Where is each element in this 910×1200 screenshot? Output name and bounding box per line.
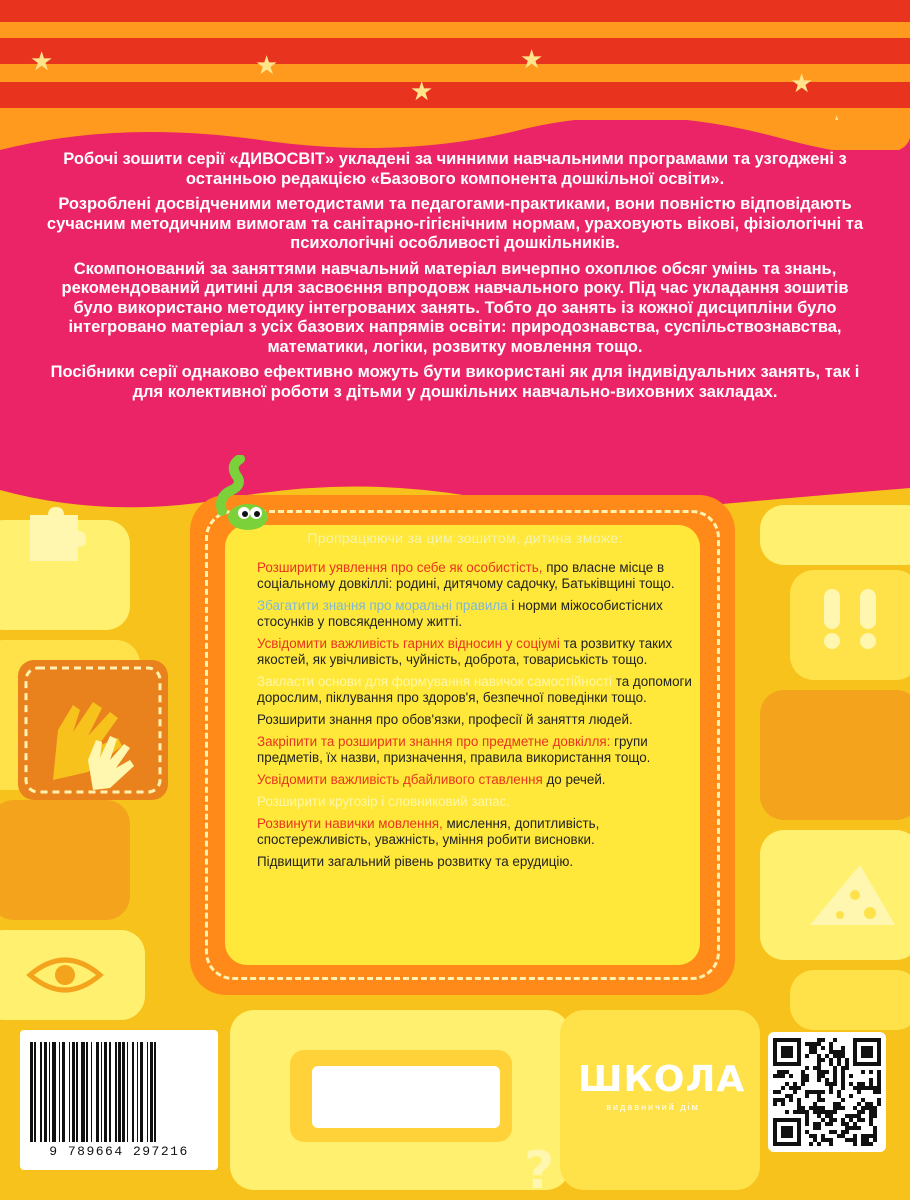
- puzzle-icon: [20, 505, 90, 570]
- price-label: [312, 1066, 500, 1128]
- skill-item: Розширити знання про обов'язки, професії й заняття людей.: [257, 712, 633, 727]
- star-icon: ★: [410, 76, 434, 106]
- snake-icon: [200, 455, 270, 535]
- skill-item: Підвищити загальний рівень розвитку та ерудицію.: [257, 854, 574, 869]
- skill-item: Усвідомити важливість гарних відносин у соціумі та розвитку таких якостей, як увічливість, чуйність, доброта, товариськість тощо.: [257, 636, 673, 667]
- svg-text:?: ?: [524, 1141, 555, 1196]
- tile: [790, 970, 910, 1030]
- star-icon: ★: [255, 50, 279, 80]
- star-icon: ★: [520, 44, 544, 74]
- series-description: [40, 150, 870, 408]
- skill-item: Закріпити та розширити знання про предметне довкілля: групи предметів, їх назви, призначення, правила використання тощо.: [257, 734, 651, 765]
- tile: [760, 505, 910, 565]
- skill-item: Розширити кругозір і словниковий запас.: [257, 794, 511, 809]
- publisher-name: ШКОЛА: [578, 1059, 746, 1100]
- star-icon: ★: [30, 46, 54, 76]
- isbn-number: 9 789664 297216: [49, 1144, 189, 1159]
- barcode-bars: [30, 1042, 208, 1142]
- skills-intro: Пропрацюючи за цим зошитом, дитина зможе:: [307, 530, 623, 546]
- skill-item: Розширити уявлення про себе як особистість, про власне місце в соціальному довкіллі: родині, дитячому садочку, Батьківщині тощо.: [257, 560, 675, 591]
- question-mark-icon: [520, 1140, 560, 1200]
- publisher-subtitle: видавничий дім: [606, 1102, 700, 1112]
- eye-icon: [25, 945, 105, 1010]
- paragraph: Робочі зошити серії «ДИВОСВІТ» укладені за чинними навчальними програмами та узгоджені з останньою редакцією «Базового компонента дошкільної освіти».: [63, 150, 847, 188]
- exclamation-icon: [810, 585, 900, 660]
- paragraph: Посібники серії однаково ефективно можуть бути використані як для індивідуальних занять, так і для колективної роботи з дітьми у дошкільних навчально-виховних закладах.: [50, 363, 860, 401]
- qr-code-image: [773, 1037, 881, 1147]
- paragraph: Розроблені досвідченими методистами та педагогами-практиками, вони повністю відповідають сучасним методичним вимогам та санітарно-гігієнічним нормам, ураховують вікові, фізіологічні та психологічні особливості дошкільників.: [46, 195, 864, 252]
- publisher-logo: [578, 1059, 746, 1130]
- skill-item: Закласти основи для формування навичок самостійності та допомоги дорослим, піклування про здоров'я, безпечної поведінки тощо.: [257, 674, 692, 705]
- cheese-icon: [800, 855, 900, 940]
- star-icon: ★: [790, 68, 814, 98]
- skill-item: Збагатити знання про моральні правила і норми міжособистісних стосунків у повсякденному житті.: [257, 598, 663, 629]
- skill-item: Розвинути навички мовлення, мислення, допитливість, спостережливість, уважність, уміння робити висновки.: [257, 816, 600, 847]
- tile: [0, 800, 130, 920]
- skill-item: Усвідомити важливість дбайливого ставлення до речей.: [257, 772, 606, 787]
- barcode: [20, 1030, 218, 1170]
- hands-icon: [18, 660, 168, 805]
- pink-wave: [0, 120, 910, 150]
- qr-code: [768, 1032, 886, 1152]
- tile: [760, 690, 910, 820]
- paragraph: Скомпонований за заняттями навчальний матеріал вичерпно охоплює обсяг умінь та знань, рекомендований дитині для засвоєння впродовж навчального року. Під час укладання зошитів було використано методику інтегрованих занять. Тобто до занять із кожної дисципліни було інтегровано матеріал з усіх базових напрямів освіти: природознавства, суспільствознавства, математики, логіки, розвитку мовлення тощо.: [61, 259, 849, 356]
- skills-list: [235, 530, 695, 876]
